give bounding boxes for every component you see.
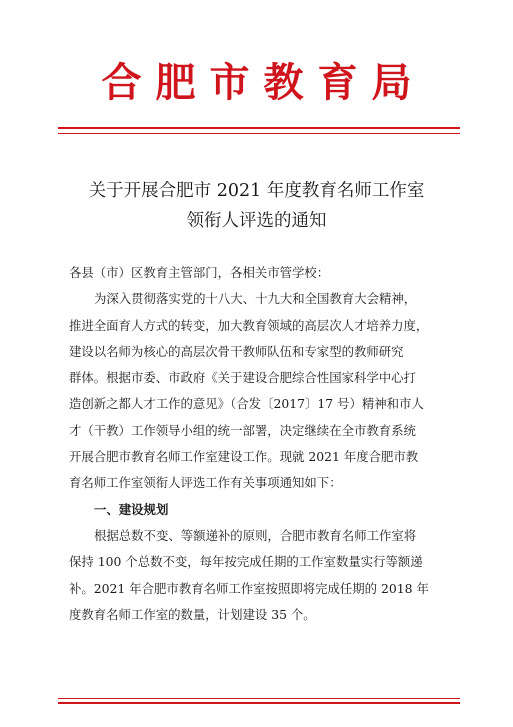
document-body — [69, 260, 451, 628]
section-1-heading: 一、建设规划 — [94, 501, 169, 517]
paragraph-2-line-4: 度教育名师工作室的数量，计划建设 35 个。 — [69, 606, 316, 622]
paragraph-1-line-5: 造创新之都人才工作的意见》（合发〔2017〕17 号）精神和市人 — [69, 396, 424, 412]
paragraph-1-line-3: 建设以名师为核心的高层次骨干教师队伍和专家型的教师研究 — [69, 343, 404, 359]
paragraph-2-line-2: 保持 100 个总数不变，每年按完成任期的工作室数量实行等额递 — [69, 554, 423, 570]
paragraph-1-line-2: 推进全面育人方式的转变，加大教育领域的高层次人才培养力度， — [69, 317, 429, 333]
footer-rule-thick — [58, 702, 460, 704]
footer-rule-thin — [58, 698, 460, 699]
masthead-rule-thick — [58, 127, 460, 129]
paragraph-1-line-4: 群体。根据市委、市政府《关于建设合肥综合性国家科学中心打 — [69, 370, 416, 386]
paragraph-1-line-6: 才（干教）工作领导小组的统一部署，决定继续在全市教育系统 — [69, 422, 416, 438]
masthead-title: 合肥市教育局 — [101, 59, 426, 106]
masthead-rule-thin — [58, 133, 460, 134]
document-title-line-2: 领衔人评选的通知 — [186, 211, 327, 231]
paragraph-1-line-8: 育名师工作室领衔人评选工作有关事项通知如下： — [69, 475, 342, 491]
document-title-line-1: 关于开展合肥市 2021 年度教育名师工作室 — [88, 181, 425, 201]
salutation: 各县（市）区教育主管部门，各相关市管学校： — [69, 265, 330, 280]
document-title — [0, 176, 513, 236]
paragraph-2-line-3: 补。2021 年合肥市教育名师工作室按照即将完成任期的 2018 年 — [69, 580, 429, 596]
paragraph-2-line-1: 根据总数不变、等额递补的原则，合肥市教育名师工作室将 — [94, 527, 417, 543]
paragraph-1-line-7: 开展合肥市教育名师工作室建设工作。现就 2021 年度合肥市教 — [69, 449, 419, 465]
paragraph-1-line-1: 为深入贯彻落实党的十八大、十九大和全国教育大会精神， — [94, 291, 417, 307]
